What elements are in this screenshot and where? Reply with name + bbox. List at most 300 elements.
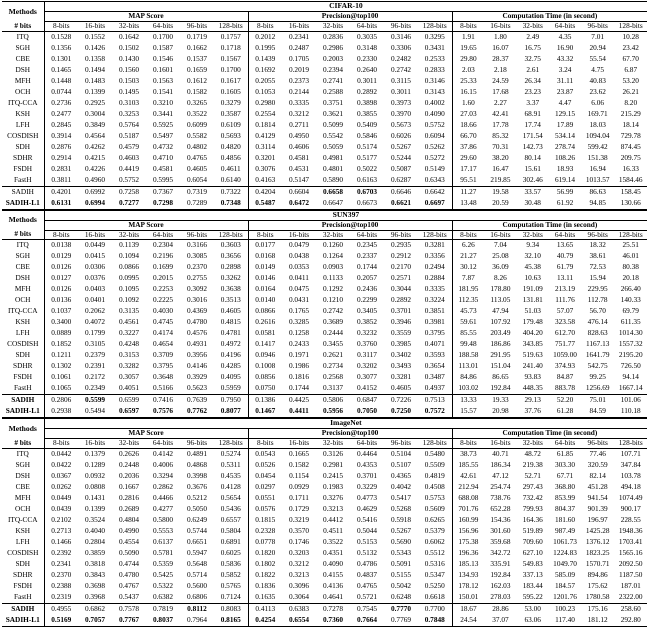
- table-cell: 0.6287: [390, 174, 412, 184]
- method-name: ITQ-CCA: [2, 306, 44, 317]
- table-cell: 0.5487: [248, 198, 282, 210]
- table-cell: 0.2299: [356, 295, 378, 305]
- table-cell: 0.1289: [84, 459, 106, 469]
- table-cell: 0.3135: [118, 306, 140, 316]
- table-row: [2, 76, 647, 87]
- table-cell: 0.0177: [255, 240, 276, 250]
- table-cell: 0.6992: [78, 186, 112, 198]
- bits-label: # bits: [2, 22, 44, 32]
- dataset-title: CIFAR-10: [329, 1, 363, 11]
- table-cell: 169.71: [587, 108, 608, 118]
- table-cell: 448.35: [522, 383, 543, 393]
- bits-header: 96-bits: [180, 439, 214, 449]
- table-cell: 0.2862: [152, 481, 174, 491]
- table-cell: 0.4605: [390, 383, 412, 393]
- table-cell: 3.24: [558, 64, 572, 74]
- table-cell: 0.2448: [118, 459, 140, 469]
- table-cell: 0.5272: [418, 153, 452, 164]
- table-cell: 0.5262: [418, 142, 452, 153]
- method-name: SADIH-L1: [2, 406, 44, 418]
- table-cell: 0.5425: [152, 569, 174, 579]
- table-cell: 0.1567: [214, 54, 248, 65]
- table-cell: 48.72: [524, 448, 541, 458]
- table-cell: 0.5582: [186, 130, 208, 140]
- bits-header: 8-bits: [452, 439, 484, 449]
- table-cell: 0.3751: [322, 97, 344, 107]
- table-cell: 86.63: [581, 186, 614, 198]
- table-cell: 196.36: [458, 547, 479, 557]
- table-cell: 0.7578: [112, 603, 146, 615]
- table-cell: 0.1503: [118, 75, 140, 85]
- group-header: MAP Score: [44, 429, 248, 439]
- table-cell: 46.01: [622, 251, 639, 261]
- table-cell: 0.6382: [152, 591, 174, 601]
- table-cell: 0.6994: [78, 198, 112, 210]
- dataset-title: SUN397: [332, 209, 360, 219]
- table-cell: 0.0262: [51, 481, 72, 491]
- table-cell: 0.0403: [84, 284, 106, 294]
- table-cell: 0.6099: [186, 119, 208, 129]
- table-cell: 0.4611: [214, 164, 248, 175]
- table-cell: 1570.71: [585, 558, 610, 568]
- table-cell: 0.1560: [118, 64, 140, 74]
- table-cell: 0.5174: [356, 141, 378, 151]
- table-cell: 0.1502: [118, 42, 140, 52]
- table-cell: 0.3956: [186, 350, 208, 360]
- table-cell: 0.5721: [356, 591, 378, 601]
- table-cell: 0.0995: [118, 273, 140, 283]
- bits-label: # bits: [2, 439, 44, 449]
- method-name: SADIH: [2, 395, 44, 407]
- table-cell: 0.4579: [118, 141, 140, 151]
- table-cell: 0.1744: [288, 383, 310, 393]
- bits-header: 32-bits: [112, 439, 146, 449]
- table-cell: 0.3229: [356, 481, 378, 491]
- table-cell: 0.4254: [248, 615, 282, 627]
- table-cell: 0.3148: [356, 42, 378, 52]
- table-cell: 25.51: [622, 240, 639, 250]
- table-cell: 0.1537: [186, 53, 208, 63]
- table-cell: 0.5480: [418, 448, 452, 460]
- table-cell: 19.58: [484, 186, 516, 198]
- table-cell: 0.2884: [418, 273, 452, 284]
- table-cell: 0.0903: [322, 262, 344, 272]
- table-cell: 134.93: [458, 569, 479, 579]
- table-cell: 0.3795: [152, 361, 174, 371]
- table-cell: 0.4606: [288, 141, 310, 151]
- table-row: [2, 262, 647, 273]
- table-cell: 29.13: [517, 395, 549, 407]
- table-cell: 86.65: [492, 372, 509, 382]
- table-cell: 0.5437: [118, 591, 140, 601]
- table-cell: 0.4002: [418, 98, 452, 109]
- table-cell: 0.5497: [152, 130, 174, 140]
- table-cell: 0.1822: [255, 569, 276, 579]
- table-cell: 108.26: [555, 152, 576, 162]
- method-name: ITQ: [2, 240, 44, 252]
- table-cell: 3.37: [526, 97, 540, 107]
- bits-header: 96-bits: [581, 230, 614, 240]
- bits-header: 128-bits: [214, 22, 248, 32]
- table-cell: 23.87: [556, 86, 574, 96]
- table-cell: 0.3011: [391, 86, 411, 96]
- table-row: [2, 548, 647, 559]
- table-cell: 15.94: [589, 273, 606, 283]
- table-cell: 0.0129: [51, 251, 72, 261]
- table-cell: 29.80: [460, 53, 477, 63]
- table-row: [2, 559, 647, 570]
- table-cell: 0.3203: [288, 547, 310, 557]
- table-cell: 130.66: [614, 198, 647, 210]
- table-cell: 59.61: [460, 317, 477, 327]
- table-cell: 0.3701: [356, 470, 378, 480]
- table-cell: 0.4837: [356, 569, 378, 579]
- table-cell: 0.6651: [186, 536, 208, 546]
- table-cell: 80.14: [524, 152, 541, 162]
- table-cell: 0.1995: [255, 42, 276, 52]
- table-cell: 0.2379: [84, 350, 106, 360]
- table-cell: 0.2986: [322, 42, 344, 52]
- table-cell: 0.4972: [214, 339, 248, 350]
- table-cell: 0.4419: [118, 163, 140, 173]
- table-row: [2, 406, 647, 418]
- table-cell: 215.29: [620, 108, 641, 118]
- bits-header: 64-bits: [549, 230, 581, 240]
- table-cell: 18.67: [452, 603, 484, 615]
- table-cell: 732.42: [522, 492, 543, 502]
- bits-header: 8-bits: [248, 230, 282, 240]
- table-cell: 0.7545: [350, 603, 384, 615]
- table-cell: 181.60: [555, 514, 576, 524]
- table-cell: 0.5852: [214, 570, 248, 581]
- table-cell: 13.48: [452, 198, 484, 210]
- table-cell: 0.5947: [186, 547, 208, 557]
- table-cell: 0.3455: [322, 339, 344, 349]
- table-cell: 0.1718: [214, 43, 248, 54]
- bits-header: 32-bits: [517, 439, 549, 449]
- table-cell: 0.2225: [152, 295, 174, 305]
- table-cell: 0.3698: [84, 580, 106, 590]
- table-cell: 0.4531: [288, 163, 310, 173]
- table-cell: 25.08: [492, 251, 509, 261]
- table-cell: 17.74: [524, 119, 541, 129]
- table-cell: 0.4955: [44, 603, 78, 615]
- table-cell: 0.2571: [390, 273, 412, 283]
- table-cell: 99.48: [460, 339, 477, 349]
- table-cell: 111.76: [555, 295, 575, 305]
- table-cell: 0.2482: [390, 53, 412, 63]
- table-cell: 0.3441: [152, 108, 174, 118]
- table-cell: 57.07: [556, 306, 574, 316]
- table-cell: 0.3285: [288, 317, 310, 327]
- table-cell: 0.4710: [152, 152, 174, 162]
- table-cell: 0.4030: [152, 306, 174, 316]
- table-cell: 0.1431: [84, 492, 106, 502]
- table-cell: 0.1719: [186, 31, 208, 41]
- table-cell: 0.5379: [418, 526, 452, 537]
- table-cell: 0.5177: [356, 152, 378, 162]
- table-cell: 113.01: [458, 361, 479, 371]
- table-cell: 0.1605: [214, 87, 248, 98]
- method-name: CBE: [2, 54, 44, 65]
- table-cell: 0.4072: [84, 317, 106, 327]
- table-cell: 47.94: [492, 306, 509, 316]
- table-cell: 0.5416: [356, 514, 378, 524]
- table-cell: 258.60: [614, 603, 647, 615]
- table-cell: 0.3201: [255, 152, 276, 162]
- table-cell: 0.2370: [186, 262, 208, 272]
- table-cell: 23.23: [524, 86, 541, 96]
- table-cell: 0.8165: [214, 615, 248, 627]
- table-cell: 0.0889: [51, 328, 72, 338]
- table-cell: 0.0932: [84, 470, 106, 480]
- table-cell: 451.28: [587, 481, 608, 491]
- table-cell: 0.0353: [288, 262, 310, 272]
- table-cell: 113.05: [490, 295, 511, 305]
- table-cell: 0.2816: [118, 492, 140, 502]
- table-cell: 0.4411: [282, 406, 316, 418]
- table-cell: 291.95: [490, 350, 511, 360]
- table-cell: 297.43: [522, 481, 543, 491]
- table-cell: 0.2912: [390, 251, 412, 261]
- table-cell: 0.1986: [288, 361, 310, 371]
- bits-header: 128-bits: [214, 230, 248, 240]
- table-cell: 519.89: [522, 525, 543, 535]
- table-row: [2, 31, 647, 43]
- table-cell: 184.57: [555, 580, 576, 590]
- table-cell: 0.5764: [118, 119, 140, 129]
- table-cell: 0.4603: [118, 152, 140, 162]
- table-cell: 0.2444: [322, 328, 344, 338]
- table-cell: 84.59: [581, 406, 614, 418]
- table-cell: 0.5600: [186, 580, 208, 590]
- table-cell: 0.0856: [255, 372, 276, 382]
- table-cell: 0.5609: [418, 504, 452, 515]
- table-cell: 219.85: [490, 174, 511, 184]
- table-cell: 0.3306: [390, 42, 412, 52]
- table-cell: 213.19: [555, 284, 576, 294]
- table-cell: 2.49: [526, 31, 540, 41]
- table-cell: 32.10: [524, 251, 541, 261]
- table-cell: 107.71: [620, 448, 641, 458]
- table-cell: 0.3276: [322, 492, 344, 502]
- table-cell: 0.7572: [418, 406, 452, 418]
- table-cell: 0.5050: [186, 503, 208, 513]
- table-cell: 0.4351: [322, 547, 344, 557]
- table-cell: 900.17: [620, 503, 641, 513]
- method-name: OCH: [2, 295, 44, 306]
- table-cell: 0.3253: [118, 108, 140, 118]
- table-cell: 0.7819: [146, 603, 180, 615]
- table-cell: 0.7250: [384, 406, 418, 418]
- table-cell: 0.7664: [350, 615, 384, 627]
- bits-header: 16-bits: [484, 22, 516, 32]
- table-cell: 0.2304: [152, 240, 174, 250]
- dataset-title: ImageNet: [330, 418, 362, 428]
- methods-header: Methods: [2, 2, 44, 22]
- table-cell: 0.7258: [112, 186, 146, 198]
- table-cell: 0.2876: [51, 141, 72, 151]
- table-cell: 4.47: [558, 97, 572, 107]
- method-name: KSH: [2, 109, 44, 120]
- table-cell: 1014.30: [618, 328, 643, 338]
- bits-header: 32-bits: [112, 22, 146, 32]
- method-name: MFH: [2, 76, 44, 87]
- table-cell: 0.3487: [418, 372, 452, 383]
- bits-header: 8-bits: [44, 439, 78, 449]
- table-cell: 0.4960: [84, 174, 106, 184]
- table-cell: 0.2015: [152, 273, 174, 283]
- table-cell: 103.02: [458, 383, 479, 393]
- table-cell: 1167.13: [585, 339, 610, 349]
- table-cell: 160.99: [458, 514, 479, 524]
- table-cell: 31.11: [556, 75, 574, 85]
- table-cell: 0.4006: [152, 459, 174, 469]
- table-row: [2, 448, 647, 460]
- method-name: SADIH-L1: [2, 615, 44, 627]
- bits-header: 8-bits: [452, 230, 484, 240]
- table-cell: 0.4629: [356, 503, 378, 513]
- table-row: [2, 284, 647, 295]
- group-header: MAP Score: [44, 12, 248, 22]
- table-cell: 0.5042: [390, 580, 412, 590]
- table-cell: 1074.49: [618, 492, 643, 502]
- table-cell: 0.5918: [390, 514, 412, 524]
- table-row: [2, 504, 647, 515]
- table-cell: 0.3356: [418, 251, 452, 262]
- table-cell: 0.4937: [418, 383, 452, 395]
- table-cell: 42.41: [492, 108, 509, 118]
- table-cell: 0.0551: [255, 492, 276, 502]
- table-cell: 2322.00: [618, 591, 643, 601]
- table-cell: 0.1802: [255, 558, 276, 568]
- bits-header: 64-bits: [350, 439, 384, 449]
- bits-header: 16-bits: [282, 439, 316, 449]
- table-cell: 0.1466: [51, 536, 72, 546]
- table-cell: 729.78: [620, 130, 641, 140]
- table-cell: 0.3522: [322, 536, 344, 546]
- table-cell: 67.71: [556, 470, 574, 480]
- table-cell: 178.80: [490, 284, 511, 294]
- table-cell: 0.3335: [288, 97, 310, 107]
- table-cell: 0.3126: [322, 448, 344, 458]
- method-name: FastH: [2, 175, 44, 187]
- table-cell: 0.0475: [288, 284, 310, 294]
- table-cell: 0.2981: [322, 459, 344, 469]
- table-cell: 0.3295: [418, 31, 452, 43]
- table-row: [2, 471, 647, 482]
- results-tables: [2, 1, 643, 627]
- table-cell: 0.2036: [118, 470, 140, 480]
- table-cell: 0.4152: [356, 383, 378, 393]
- table-cell: 0.4155: [322, 569, 344, 579]
- table-cell: 7.01: [591, 31, 605, 41]
- table-cell: 24.54: [452, 615, 484, 627]
- table-cell: 2.18: [494, 64, 507, 74]
- table-cell: 0.6094: [418, 131, 452, 142]
- table-cell: 0.1582: [186, 86, 208, 96]
- table-cell: 112.35: [458, 295, 479, 305]
- table-cell: 0.0454: [255, 470, 276, 480]
- table-cell: 0.4090: [418, 109, 452, 120]
- table-cell: 549.83: [522, 558, 543, 568]
- table-cell: 61.92: [549, 198, 581, 210]
- table-cell: 85.32: [492, 130, 509, 140]
- method-name: SGH: [2, 43, 44, 54]
- table-cell: 0.2892: [390, 295, 412, 305]
- table-cell: 585.09: [555, 569, 576, 579]
- table-cell: 20.59: [484, 198, 516, 210]
- methods-header: Methods: [2, 210, 44, 230]
- table-cell: 0.4819: [418, 471, 452, 482]
- table-cell: 0.6109: [214, 120, 248, 131]
- table-cell: 1013.57: [585, 174, 610, 184]
- table-cell: 0.4146: [186, 361, 208, 371]
- table-cell: 0.4174: [152, 328, 174, 338]
- table-cell: 151.04: [490, 361, 511, 371]
- table-cell: 0.6248: [390, 591, 412, 601]
- table-cell: 0.6554: [282, 615, 316, 627]
- table-cell: 374.93: [555, 361, 576, 371]
- table-cell: 181.12: [581, 615, 614, 627]
- table-cell: 0.5244: [390, 152, 412, 162]
- table-row: [2, 526, 647, 537]
- bits-header: 128-bits: [614, 230, 647, 240]
- table-cell: 84.86: [460, 372, 477, 382]
- table-cell: 0.0126: [51, 262, 72, 272]
- table-cell: 0.3212: [288, 558, 310, 568]
- table-cell: 0.5752: [118, 174, 140, 184]
- table-cell: 0.1426: [84, 42, 106, 52]
- table-cell: 0.5059: [322, 141, 344, 151]
- table-cell: 0.5542: [322, 130, 344, 140]
- table-cell: 0.1711: [289, 492, 309, 502]
- table-cell: 0.3057: [118, 372, 140, 382]
- table-cell: 0.3153: [118, 350, 140, 360]
- table-cell: 0.2370: [51, 569, 72, 579]
- table-cell: 0.7367: [146, 186, 180, 198]
- method-name: LFH: [2, 328, 44, 339]
- table-cell: 342.72: [490, 547, 511, 557]
- method-name: SDH: [2, 559, 44, 570]
- table-cell: 1049.70: [553, 558, 577, 568]
- method-name: SADIH: [2, 603, 44, 615]
- table-cell: 191.09: [522, 284, 543, 294]
- table-cell: 0.3431: [418, 43, 452, 54]
- table-cell: 7.87: [462, 273, 475, 283]
- table-cell: 229.95: [587, 284, 608, 294]
- table-cell: 0.4868: [186, 459, 208, 469]
- table-cell: 0.2487: [288, 42, 310, 52]
- table-cell: 0.4950: [288, 130, 310, 140]
- table-cell: 0.3227: [118, 328, 140, 338]
- table-cell: 0.0576: [255, 503, 276, 513]
- table-row: [2, 339, 647, 350]
- table-cell: 56.99: [549, 186, 581, 198]
- table-cell: 0.7348: [214, 198, 248, 210]
- table-row: [2, 361, 647, 372]
- method-name: ITQ-CCA: [2, 515, 44, 526]
- table-cell: 0.1816: [288, 372, 310, 382]
- table-cell: 901.39: [587, 503, 608, 513]
- table-cell: 0.4981: [322, 152, 344, 162]
- table-cell: 0.0367: [51, 470, 72, 480]
- table-cell: 709.60: [522, 536, 543, 546]
- table-cell: 0.1971: [288, 350, 310, 360]
- table-cell: 185.55: [458, 459, 479, 469]
- table-cell: 0.4535: [214, 471, 248, 482]
- table-cell: 29.60: [460, 152, 477, 162]
